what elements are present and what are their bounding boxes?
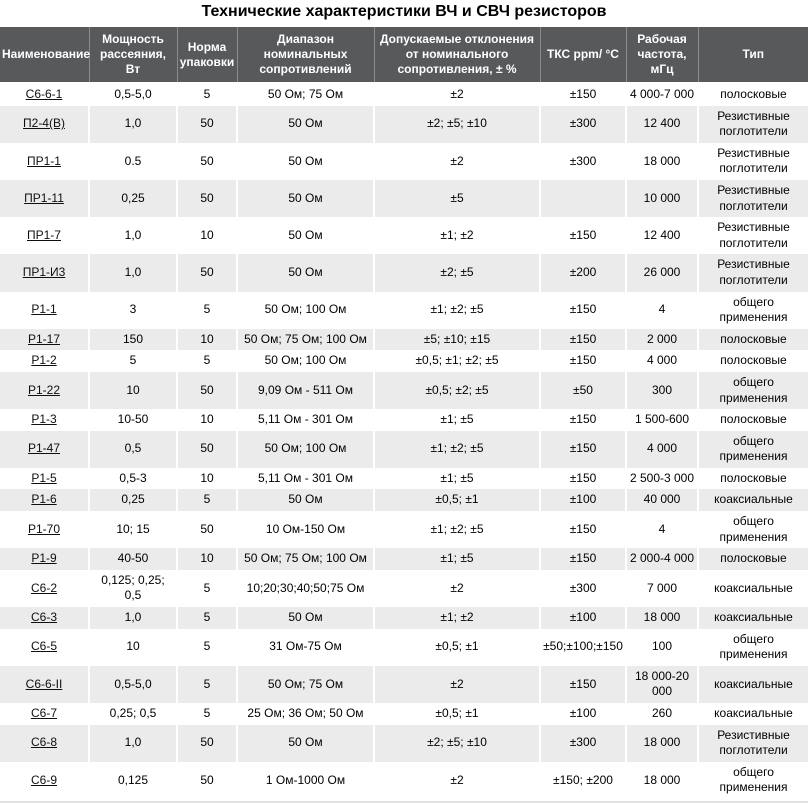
cell-type: Резистивные поглотители (698, 143, 808, 180)
cell-freq: 1 500-600 (626, 409, 698, 431)
resistor-link[interactable]: Р1-17 (27, 331, 61, 346)
cell-freq: 2 500-3 000 (626, 468, 698, 490)
cell-name (0, 548, 89, 570)
cell-freq: 100 (626, 629, 698, 666)
resistor-link[interactable]: С6-3 (30, 610, 57, 625)
table-row (0, 725, 808, 762)
cell-freq: 40 000 (626, 489, 698, 511)
column-header-freq: Рабочая частота, мГц (626, 27, 698, 83)
cell-type: коаксиальные (698, 607, 808, 629)
cell-tcr: ±200 (540, 254, 626, 291)
cell-tolerance: ±1; ±2; ±5 (374, 292, 540, 329)
cell-tcr: ±150 (540, 292, 626, 329)
cell-range: 50 Ом (237, 143, 374, 180)
cell-type: Резистивные поглотители (698, 106, 808, 143)
cell-pack: 50 (177, 725, 237, 762)
cell-type: общего применения (698, 629, 808, 666)
cell-power: 0,5-3 (89, 468, 177, 490)
resistor-link[interactable]: Р1-3 (31, 412, 57, 427)
cell-tolerance: ±2; ±5; ±10 (374, 106, 540, 143)
cell-freq: 4 (626, 511, 698, 548)
cell-freq: 7 000 (626, 570, 698, 607)
cell-pack: 50 (177, 511, 237, 548)
cell-range: 50 Ом (237, 489, 374, 511)
table-row (0, 629, 808, 666)
cell-tcr: ±150 (540, 83, 626, 106)
resistor-link[interactable]: Р1-2 (31, 353, 57, 368)
cell-name (0, 254, 89, 291)
table-row (0, 607, 808, 629)
cell-power: 40-50 (89, 548, 177, 570)
cell-tcr: ±150 (540, 548, 626, 570)
cell-tcr: ±300 (540, 106, 626, 143)
table-row (0, 329, 808, 351)
resistor-spec-table (0, 27, 808, 799)
cell-pack: 10 (177, 468, 237, 490)
cell-power: 1,0 (89, 106, 177, 143)
cell-type: полосковые (698, 350, 808, 372)
cell-power: 0,5-5,0 (89, 666, 177, 703)
cell-tcr: ±150 (540, 217, 626, 254)
cell-range: 1 Ом-1000 Ом (237, 762, 374, 799)
resistor-link[interactable]: ПР1-7 (27, 227, 61, 242)
cell-type: общего применения (698, 372, 808, 409)
cell-tolerance: ±1; ±5 (374, 468, 540, 490)
cell-tcr: ±300 (540, 143, 626, 180)
resistor-link[interactable]: С6-2 (30, 580, 57, 595)
column-header-type: Тип (698, 27, 808, 83)
cell-freq: 4 000-7 000 (626, 83, 698, 106)
cell-pack: 50 (177, 762, 237, 799)
cell-tcr: ±150 (540, 666, 626, 703)
resistor-link[interactable]: Р1-1 (31, 302, 57, 317)
resistor-link[interactable]: С6-9 (30, 772, 57, 787)
cell-tcr: ±150 (540, 409, 626, 431)
cell-pack: 5 (177, 666, 237, 703)
cell-tolerance: ±2 (374, 143, 540, 180)
table-row (0, 548, 808, 570)
cell-freq: 18 000 (626, 607, 698, 629)
table-row (0, 468, 808, 490)
cell-freq: 18 000-20 000 (626, 666, 698, 703)
cell-power: 0,125; 0,25; 0,5 (89, 570, 177, 607)
cell-pack: 5 (177, 83, 237, 106)
cell-name (0, 762, 89, 799)
cell-pack: 50 (177, 372, 237, 409)
cell-type: Резистивные поглотители (698, 725, 808, 762)
cell-type: полосковые (698, 329, 808, 351)
cell-range: 9,09 Ом - 511 Ом (237, 372, 374, 409)
cell-tcr: ±150 (540, 329, 626, 351)
cell-power: 10 (89, 629, 177, 666)
cell-name (0, 511, 89, 548)
cell-range: 50 Ом (237, 725, 374, 762)
column-header-name: Наименование (0, 27, 89, 83)
cell-tolerance: ±2; ±5; ±10 (374, 725, 540, 762)
cell-freq: 4 (626, 292, 698, 329)
cell-tolerance: ±5; ±10; ±15 (374, 329, 540, 351)
cell-tcr: ±150 (540, 511, 626, 548)
cell-pack: 5 (177, 292, 237, 329)
cell-name (0, 703, 89, 725)
cell-range: 5,11 Ом - 301 Ом (237, 409, 374, 431)
cell-pack: 5 (177, 703, 237, 725)
cell-pack: 5 (177, 489, 237, 511)
column-header-range: Диапазон номинальных сопротивлений (237, 27, 374, 83)
cell-freq: 2 000-4 000 (626, 548, 698, 570)
cell-tcr: ±100 (540, 703, 626, 725)
cell-power: 0,25; 0,5 (89, 703, 177, 725)
table-row (0, 143, 808, 180)
cell-range: 50 Ом; 75 Ом; 100 Ом (237, 329, 374, 351)
cell-range: 50 Ом; 100 Ом (237, 292, 374, 329)
cell-pack: 5 (177, 570, 237, 607)
table-row (0, 254, 808, 291)
cell-range: 50 Ом (237, 607, 374, 629)
cell-pack: 50 (177, 106, 237, 143)
cell-tolerance: ±1; ±2 (374, 607, 540, 629)
cell-pack: 5 (177, 350, 237, 372)
cell-type: полосковые (698, 548, 808, 570)
cell-tcr: ±300 (540, 570, 626, 607)
table-row (0, 83, 808, 106)
cell-name (0, 468, 89, 490)
column-header-power: Мощность рассеяния, Вт (89, 27, 177, 83)
cell-name (0, 409, 89, 431)
cell-range: 50 Ом (237, 180, 374, 217)
table-row (0, 350, 808, 372)
cell-name (0, 431, 89, 468)
cell-pack: 5 (177, 629, 237, 666)
table-row (0, 511, 808, 548)
cell-tolerance: ±0,5; ±1 (374, 489, 540, 511)
resistor-link[interactable]: С6-8 (30, 735, 57, 750)
cell-range: 50 Ом; 100 Ом (237, 431, 374, 468)
cell-pack: 10 (177, 217, 237, 254)
column-header-tcr: ТКС ppm/ °С (540, 27, 626, 83)
cell-range: 50 Ом; 75 Ом (237, 83, 374, 106)
cell-freq: 26 000 (626, 254, 698, 291)
cell-name (0, 372, 89, 409)
cell-pack: 50 (177, 180, 237, 217)
cell-power: 0,125 (89, 762, 177, 799)
resistor-link[interactable]: ПР1-11 (24, 190, 64, 205)
cell-power: 0.5 (89, 143, 177, 180)
cell-pack: 5 (177, 607, 237, 629)
cell-name (0, 666, 89, 703)
cell-tcr: ±150 (540, 468, 626, 490)
cell-range: 50 Ом; 100 Ом (237, 350, 374, 372)
cell-name (0, 629, 89, 666)
cell-freq: 18 000 (626, 725, 698, 762)
resistor-link[interactable]: С6-7 (30, 706, 57, 720)
cell-name (0, 83, 89, 106)
cell-tcr: ±100 (540, 489, 626, 511)
resistor-link[interactable]: С6-6-II (25, 676, 63, 691)
cell-freq: 18 000 (626, 762, 698, 799)
table-row (0, 409, 808, 431)
cell-tolerance: ±1; ±2; ±5 (374, 431, 540, 468)
cell-name (0, 143, 89, 180)
cell-power: 10; 15 (89, 511, 177, 548)
cell-type: полосковые (698, 409, 808, 431)
cell-tolerance: ±1; ±5 (374, 548, 540, 570)
cell-tcr: ±300 (540, 725, 626, 762)
cell-power: 0,25 (89, 489, 177, 511)
cell-freq: 18 000 (626, 143, 698, 180)
cell-name (0, 329, 89, 351)
cell-tcr: ±50;±100;±150 (540, 629, 626, 666)
cell-pack: 50 (177, 431, 237, 468)
column-header-pack: Норма упаковки (177, 27, 237, 83)
table-row (0, 372, 808, 409)
cell-tolerance: ±2 (374, 83, 540, 106)
cell-tolerance: ±5 (374, 180, 540, 217)
resistor-link[interactable]: П2-4(В) (23, 116, 65, 131)
cell-name (0, 570, 89, 607)
cell-freq: 10 000 (626, 180, 698, 217)
cell-freq: 260 (626, 703, 698, 725)
cell-power: 150 (89, 329, 177, 351)
resistor-link[interactable]: Р1-22 (27, 382, 61, 397)
cell-type: коаксиальные (698, 570, 808, 607)
cell-name (0, 725, 89, 762)
table-row (0, 666, 808, 703)
cell-power: 10 (89, 372, 177, 409)
cell-name (0, 489, 89, 511)
cell-type: общего применения (698, 292, 808, 329)
table-row (0, 762, 808, 799)
cell-type: коаксиальные (698, 489, 808, 511)
cell-tcr (540, 180, 626, 217)
cell-pack: 50 (177, 254, 237, 291)
table-row (0, 217, 808, 254)
cell-pack: 10 (177, 329, 237, 351)
table-body (0, 83, 808, 799)
cell-freq: 12 400 (626, 106, 698, 143)
resistor-link[interactable]: Р1-5 (31, 470, 57, 485)
resistor-link[interactable]: ПР1-1 (27, 153, 61, 168)
resistor-link[interactable]: С6-5 (30, 639, 57, 654)
cell-tolerance: ±2 (374, 570, 540, 607)
cell-type: общего применения (698, 762, 808, 799)
cell-tcr: ±50 (540, 372, 626, 409)
resistor-link[interactable]: Р1-70 (27, 521, 61, 536)
cell-type: общего применения (698, 511, 808, 548)
cell-pack: 50 (177, 143, 237, 180)
cell-tolerance: ±2; ±5 (374, 254, 540, 291)
cell-range: 50 Ом (237, 217, 374, 254)
cell-power: 0,5-5,0 (89, 83, 177, 106)
table-header (0, 27, 808, 83)
cell-name (0, 292, 89, 329)
table-header-row (0, 27, 808, 83)
cell-power: 10-50 (89, 409, 177, 431)
cell-range: 31 Ом-75 Ом (237, 629, 374, 666)
cell-tolerance: ±0,5; ±1 (374, 703, 540, 725)
cell-range: 5,11 Ом - 301 Ом (237, 468, 374, 490)
cell-power: 5 (89, 350, 177, 372)
cell-tolerance: ±2 (374, 762, 540, 799)
table-row (0, 431, 808, 468)
table-row (0, 292, 808, 329)
column-header-tolerance: Допускаемые отклонения от номинального сопротивления, ± % (374, 27, 540, 83)
cell-type: полосковые (698, 83, 808, 106)
cell-range: 50 Ом; 75 Ом (237, 666, 374, 703)
table-row (0, 570, 808, 607)
cell-name (0, 217, 89, 254)
cell-power: 0,25 (89, 180, 177, 217)
cell-tcr: ±100 (540, 607, 626, 629)
cell-type: общего применения (698, 431, 808, 468)
cell-tcr: ±150; ±200 (540, 762, 626, 799)
cell-name (0, 106, 89, 143)
cell-power: 0,5 (89, 431, 177, 468)
cell-range: 25 Ом; 36 Ом; 50 Ом (237, 703, 374, 725)
table-row (0, 489, 808, 511)
resistor-link[interactable]: ПР1-И3 (22, 265, 66, 280)
cell-type: коаксиальные (698, 703, 808, 725)
table-row (0, 703, 808, 725)
table-row (0, 180, 808, 217)
cell-name (0, 607, 89, 629)
cell-tolerance: ±2 (374, 666, 540, 703)
cell-type: Резистивные поглотители (698, 180, 808, 217)
cell-type: Резистивные поглотители (698, 254, 808, 291)
cell-tolerance: ±0,5; ±1; ±2; ±5 (374, 350, 540, 372)
cell-range: 10 Ом-150 Ом (237, 511, 374, 548)
cell-pack: 10 (177, 409, 237, 431)
cell-tolerance: ±1; ±5 (374, 409, 540, 431)
resistor-link[interactable]: Р1-47 (27, 441, 61, 456)
resistor-link[interactable]: Р1-9 (31, 551, 57, 566)
cell-freq: 4 000 (626, 431, 698, 468)
cell-tolerance: ±0,5; ±2; ±5 (374, 372, 540, 409)
cell-name (0, 350, 89, 372)
cell-pack: 10 (177, 548, 237, 570)
cell-power: 3 (89, 292, 177, 329)
cell-power: 1,0 (89, 607, 177, 629)
cell-power: 1,0 (89, 725, 177, 762)
resistor-link[interactable]: С6-6-1 (25, 87, 63, 101)
cell-tolerance: ±1; ±2 (374, 217, 540, 254)
page-title: Технические характеристики ВЧ и СВЧ резисторов (201, 3, 607, 20)
cell-freq: 12 400 (626, 217, 698, 254)
cell-freq: 2 000 (626, 329, 698, 351)
cell-range: 50 Ом (237, 254, 374, 291)
cell-power: 1,0 (89, 254, 177, 291)
cell-type: Резистивные поглотители (698, 217, 808, 254)
cell-power: 1,0 (89, 217, 177, 254)
cell-name (0, 180, 89, 217)
cell-range: 10;20;30;40;50;75 Ом (237, 570, 374, 607)
cell-tcr: ±150 (540, 350, 626, 372)
cell-freq: 300 (626, 372, 698, 409)
cell-type: коаксиальные (698, 666, 808, 703)
cell-tcr: ±150 (540, 431, 626, 468)
cell-type: полосковые (698, 468, 808, 490)
cell-range: 50 Ом; 75 Ом; 100 Ом (237, 548, 374, 570)
cell-range: 50 Ом (237, 106, 374, 143)
cell-tolerance: ±0,5; ±1 (374, 629, 540, 666)
cell-tolerance: ±1; ±2; ±5 (374, 511, 540, 548)
cell-freq: 4 000 (626, 350, 698, 372)
table-row (0, 106, 808, 143)
resistor-link[interactable]: Р1-6 (31, 492, 57, 507)
